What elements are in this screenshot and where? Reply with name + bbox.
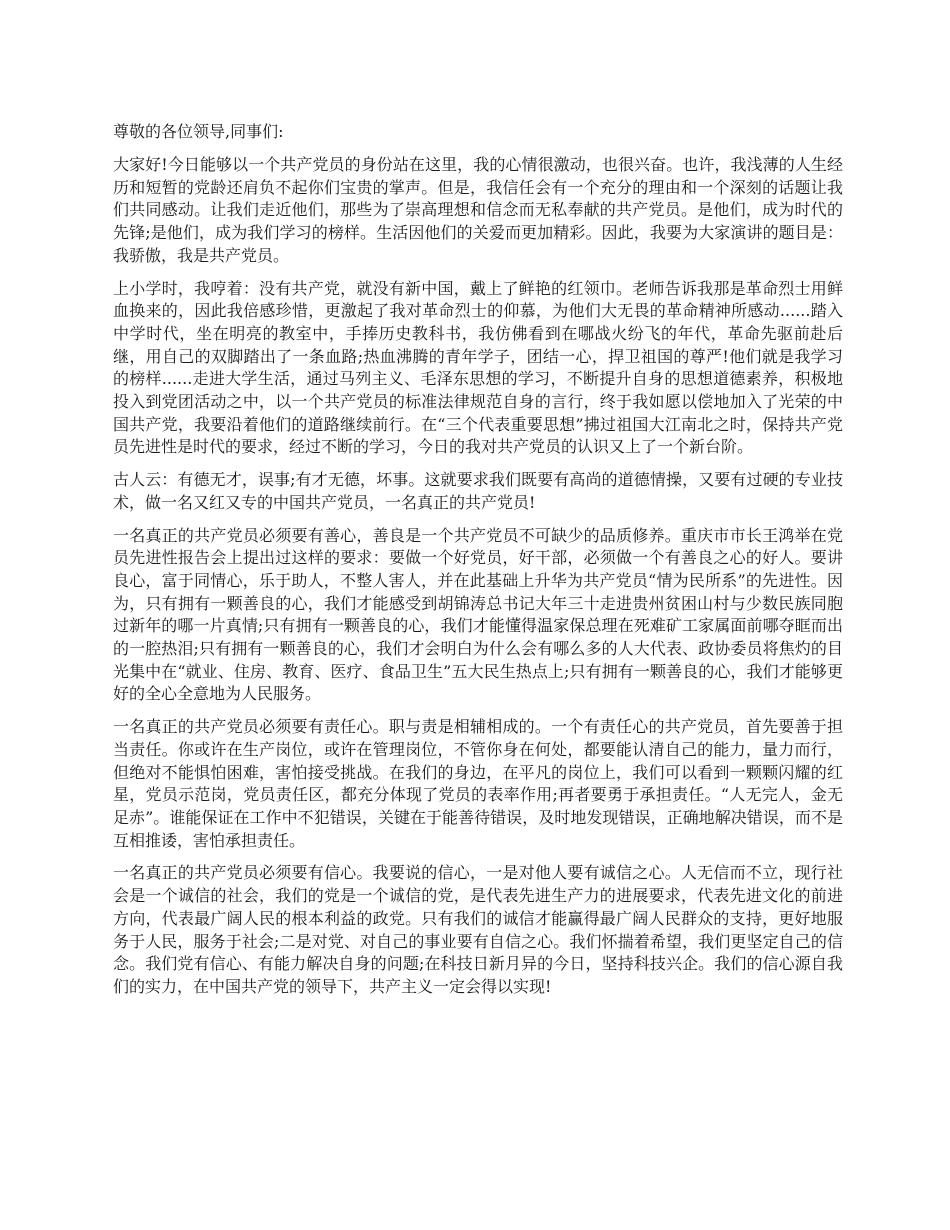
paragraph-ancient-saying: 古人云：有德无才，误事;有才无德，坏事。这就要求我们既要有高尚的道德情操，又要有过硬的专业技术，做一名又红又专的中国共产党员，一名真正的共产党员!	[113, 470, 843, 512]
salutation: 尊敬的各位领导,同事们:	[113, 122, 284, 141]
paragraph-confidence: 一名真正的共产党员必须要有信心。我要说的信心，一是对他人要有诚信之心。人无信而不立，现行社会是一个诚信的社会，我们的党是一个诚信的党，是代表先进生产力的进展要求，代表先进文化的前进方向，代表最广阔人民的根本利益的政党。只有我们的诚信才能赢得最广阔人民群众的支持，更好地服务于人民，服务于社会;二是对党、对自己的事业要有自信之心。我们怀揣着希望，我们更坚定自己的信念。我们党有信心、有能力解决自身的问题;在科技日新月异的今日，坚持科技兴企。我们的信心源自我们的实力，在中国共产党的领导下，共产主义一定会得以实现!	[113, 863, 843, 996]
paragraph-kindness: 一名真正的共产党员必须要有善心，善良是一个共产党员不可缺少的品质修养。重庆市市长王鸿举在党员先进性报告会上提出过这样的要求：要做一个好党员，好干部，必须做一个有善良之心的好人。要讲良心，富于同情心，乐于助人，不整人害人，并在此基础上升华为共产党员“情为民所系”的先进性。因为，只有拥有一颗善良的心，我们才能感受到胡锦涛总书记大年三十走进贵州贫困山村与少数民族同胞过新年的哪一片真情;只有拥有一颗善良的心，我们才能懂得温家保总理在死难矿工家属面前哪夺眶而出的一腔热泪;只有拥有一颗善良的心，我们才会明白为什么会有哪么多的人大代表、政协委员将焦灼的目光集中在“就业、住房、教育、医疗、食品卫生”五大民生热点上;只有拥有一颗善良的心，我们才能够更好的全心全意地为人民服务。	[113, 525, 843, 704]
paragraph-responsibility: 一名真正的共产党员必须要有责任心。职与责是相辅相成的。一个有责任心的共产党员，首先要善于担当责任。你或许在生产岗位，或许在管理岗位，不管你身在何处，都要能认清自己的能力，量力而行，但绝对不能惧怕困难，害怕接受挑战。在我们的身边，在平凡的岗位上，我们可以看到一颗颗闪耀的红星，党员示范岗，党员责任区，都充分体现了党员的表率作用;再者要勇于承担责任。“人无完人，金无足赤”。谁能保证在工作中不犯错误，关键在于能善待错误，及时地发现错误，正确地解决错误，而不是互相推诿，害怕承担责任。	[113, 717, 843, 850]
paragraph-school-years: 上小学时，我哼着：没有共产党，就没有新中国，戴上了鲜艳的红领巾。老师告诉我那是革命烈士用鲜血换来的，因此我倍感珍惜，更激起了我对革命烈士的仰慕，为他们大无畏的革命精神所感动......踏入中学时代，坐在明亮的教室中，手捧历史教科书，我仿佛看到在哪战火纷飞的年代，革命先驱前赴后继，用自己的双脚踏出了一条血路;热血沸腾的青年学子，团结一心，捍卫祖国的尊严!他们就是我学习的榜样......走进大学生活，通过马列主义、毛泽东思想的学习，不断提升自身的思想道德素养，积极地投入到党团活动之中，以一个共产党员的标准法律规范自身的言行，终于我如愿以偿地加入了光荣的中国共产党，我要沿着他们的道路继续前行。在“三个代表重要思想”拂过祖国大江南北之时，保持共产党员先进性是时代的要求，经过不断的学习，今日的我对共产党员的认识又上了一个新台阶。	[113, 278, 843, 457]
document-body	[113, 120, 843, 1009]
paragraph-opening: 大家好!今日能够以一个共产党员的身份站在这里，我的心情很激动，也很兴奋。也许，我浅薄的人生经历和短暂的党龄还肩负不起你们宝贵的掌声。但是，我信任会有一个充分的理由和一个深刻的话题让我们共同感动。让我们走近他们，那些为了崇高理想和信念而无私奉献的共产党员。是他们，成为时代的先锋;是他们，成为我们学习的榜样。生活因他们的关爱而更加精彩。因此，我要为大家演讲的题目是：我骄傲，我是共产党员。	[113, 155, 843, 265]
